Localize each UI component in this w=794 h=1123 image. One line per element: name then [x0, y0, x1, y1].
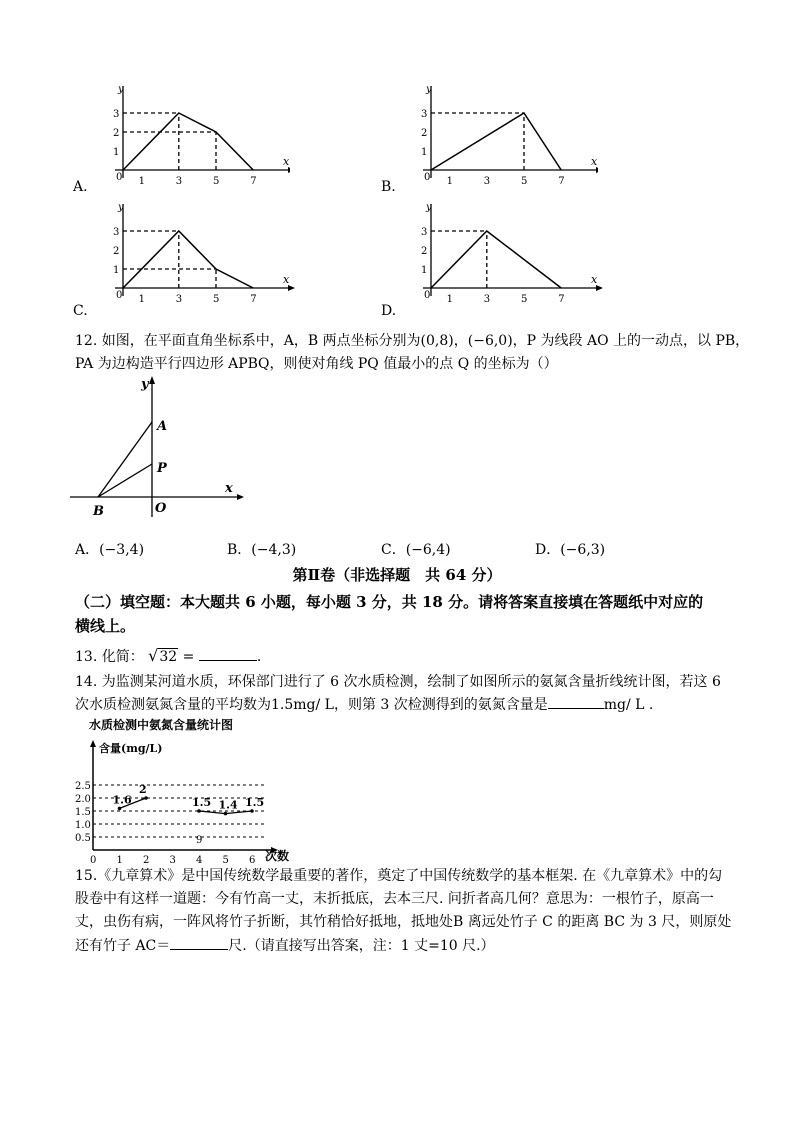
y-tick-label: 3	[421, 227, 428, 238]
q11-graph-a	[70, 80, 290, 200]
x-tick-label: 5	[521, 294, 528, 305]
q11-graph-b	[378, 80, 598, 200]
section-title: 第Ⅱ卷（非选择题 共 64 分）	[292, 566, 502, 584]
y-tick-label: 2	[421, 128, 428, 139]
chart-y-tick: 2.0	[75, 794, 91, 805]
q12-option-b[interactable]: B．(−4,3)	[227, 542, 297, 558]
y-axis-label: y	[118, 84, 124, 95]
section-instruction-2: 横线上。	[75, 617, 136, 635]
chart-x-tick: 0	[90, 855, 97, 866]
origin-label: 0	[116, 172, 123, 183]
chart-y-tick: 2.5	[75, 781, 91, 792]
chart-point	[224, 812, 228, 816]
q11-option-d[interactable]: D.	[381, 303, 397, 319]
x-axis-label: x	[283, 155, 290, 168]
y-tick-label: 2	[113, 246, 120, 257]
chart-y-tick: 1.5	[75, 807, 91, 818]
chart-x-tick: 3	[169, 855, 176, 866]
q12-option-a[interactable]: A．(−3,4)	[75, 542, 145, 558]
graph-line	[431, 231, 561, 288]
graph-line	[123, 231, 253, 288]
origin-label: 0	[116, 290, 123, 301]
x-tick-label: 3	[483, 176, 491, 187]
chart-x-tick: 2	[143, 855, 150, 866]
chart-point	[250, 809, 254, 813]
x-tick-label: 7	[558, 176, 565, 187]
chart-y-arrow-icon	[90, 740, 96, 747]
q12-line1: 12. 如图，在平面直角坐标系中，A，B 两点坐标分别为(0,8)，(−6,0)，P 为线段 AO 上的一动点，以 PB，	[75, 333, 750, 349]
chart-x-tick: 6	[249, 855, 256, 866]
y-tick-label: 1	[113, 265, 120, 276]
chart-data-label: 1.5	[245, 796, 265, 809]
q11-option-a[interactable]: A.	[73, 179, 88, 195]
q15-answer-blank[interactable]	[170, 935, 228, 950]
y-axis-label: y	[426, 202, 432, 213]
q15-line4-tail: 尺.（请直接写出答案，注：1 丈=10 尺.）	[228, 938, 495, 954]
q11-option-c[interactable]: C.	[73, 303, 88, 319]
y-tick-label: 2	[113, 128, 120, 139]
q14-line1: 14. 为监测某河道水质，环保部门进行了 6 次水质检测，绘制了如图所示的氨氮含量折线统计图，若这 6	[75, 674, 721, 690]
y-axis-label: y	[426, 84, 432, 95]
q13-suffix: .	[256, 649, 262, 665]
x-tick-label: 7	[250, 294, 257, 305]
x-tick-label: 3	[483, 294, 491, 305]
point-a-label: A	[157, 419, 168, 434]
q15-line1: 15.《九章算术》是中国传统数学最重要的著作，奠定了中国传统数学的基本框架. 在《九章算术》中的勾	[75, 868, 723, 884]
q15-line3: 丈，虫伤有病，一阵风将竹子折断，其竹稍恰好抵地，抵地处B 离远处竹子 C 的距离 BC 为 3 尺，则原处	[75, 914, 732, 930]
x-tick-label: 1	[138, 176, 145, 187]
q14-answer-blank[interactable]	[548, 694, 604, 709]
chart-data-label: 1.6	[112, 793, 132, 807]
chart-y-tick: 1.0	[75, 820, 91, 831]
q11-option-b[interactable]: B.	[381, 179, 396, 195]
x-tick-label: 7	[250, 176, 257, 187]
origin-label: 0	[424, 290, 431, 301]
sqrt-icon: √	[148, 646, 159, 665]
chart-title: 水质检测中氨氮含量统计图	[89, 718, 234, 732]
section-instruction-1: （二）填空题：本大题共 6 小题，每小题 3 分，共 18 分。请将答案直接填在答题纸中对应的	[75, 593, 704, 611]
y-tick-label: 1	[421, 147, 428, 158]
point-b-label: B	[93, 504, 104, 519]
water-quality-chart	[75, 716, 305, 866]
y-axis-label: y	[141, 377, 149, 392]
x-tick-label: 5	[521, 176, 528, 187]
x-tick-label: 1	[138, 294, 145, 305]
y-tick-label: 2	[421, 246, 428, 257]
q12-figure	[65, 372, 245, 522]
q13-answer-blank[interactable]	[199, 646, 257, 661]
chart-point	[144, 796, 148, 800]
q12-option-c[interactable]: C．(−6,4)	[381, 542, 451, 558]
x-axis-label: x	[225, 481, 233, 496]
chart-x-tick: 4	[196, 855, 203, 866]
chart-y-label: 含量(mg/L)	[99, 742, 163, 755]
q12-option-d[interactable]: D．(−6,3)	[535, 542, 606, 558]
x-tick-label: 5	[213, 294, 220, 305]
q13	[75, 646, 261, 667]
chart-y-tick: 0.5	[75, 833, 91, 844]
chart-data-label: 2	[139, 783, 147, 796]
q13-radicand: 32	[159, 649, 178, 665]
q12-line2: PA 为边构造平行四边形 APBQ，则使对角线 PQ 值最小的点 Q 的坐标为（）	[75, 356, 558, 372]
x-axis-label: x	[591, 155, 598, 168]
chart-annotation: 9	[196, 835, 203, 846]
x-tick-label: 3	[175, 294, 183, 305]
origin-label: 0	[424, 172, 431, 183]
chart-data-label: 1.4	[218, 798, 238, 812]
x-tick-label: 7	[558, 294, 565, 305]
origin-label: O	[155, 501, 167, 516]
y-tick-label: 3	[113, 227, 120, 238]
q14-unit: mg/ L .	[603, 697, 654, 713]
y-tick-label: 1	[421, 265, 428, 276]
q11-graph-c	[70, 198, 300, 318]
q11-graph-d	[378, 198, 608, 318]
x-tick-label: 1	[446, 176, 453, 187]
q15-line4-text: 还有竹子 AC＝	[75, 938, 171, 954]
chart-data-label: 1.5	[192, 796, 212, 809]
y-axis-label: y	[118, 202, 124, 213]
point-p-label: P	[157, 461, 167, 476]
y-tick-label: 3	[421, 109, 428, 120]
chart-x-tick: 1	[116, 855, 123, 866]
x-tick-label: 1	[446, 294, 453, 305]
q14-line2	[75, 694, 653, 715]
x-tick-label: 3	[175, 176, 183, 187]
y-tick-label: 3	[113, 109, 120, 120]
graph-line	[431, 113, 561, 170]
chart-point	[118, 807, 122, 811]
q15-line2: 股卷中有这样一道题：今有竹高一丈，末折抵底，去本三尺. 问折者高几何？意思为：一根竹子，原高一	[75, 891, 714, 907]
x-axis-label: x	[283, 273, 290, 286]
q14-line2-text: 次水质检测氨氮含量的平均数为1.5mg/ L，则第 3 次检测得到的氨氮含量是	[75, 697, 548, 713]
q15-line4	[75, 935, 495, 956]
y-tick-label: 1	[113, 147, 120, 158]
graph-line	[123, 113, 253, 170]
q13-prefix: 13. 化简：	[75, 649, 144, 665]
chart-point	[197, 809, 201, 813]
x-axis-label: x	[591, 273, 598, 286]
q13-eq: =	[182, 649, 195, 665]
chart-x-tick: 5	[222, 855, 229, 866]
chart-x-label: 次数	[265, 849, 290, 863]
x-tick-label: 5	[213, 176, 220, 187]
